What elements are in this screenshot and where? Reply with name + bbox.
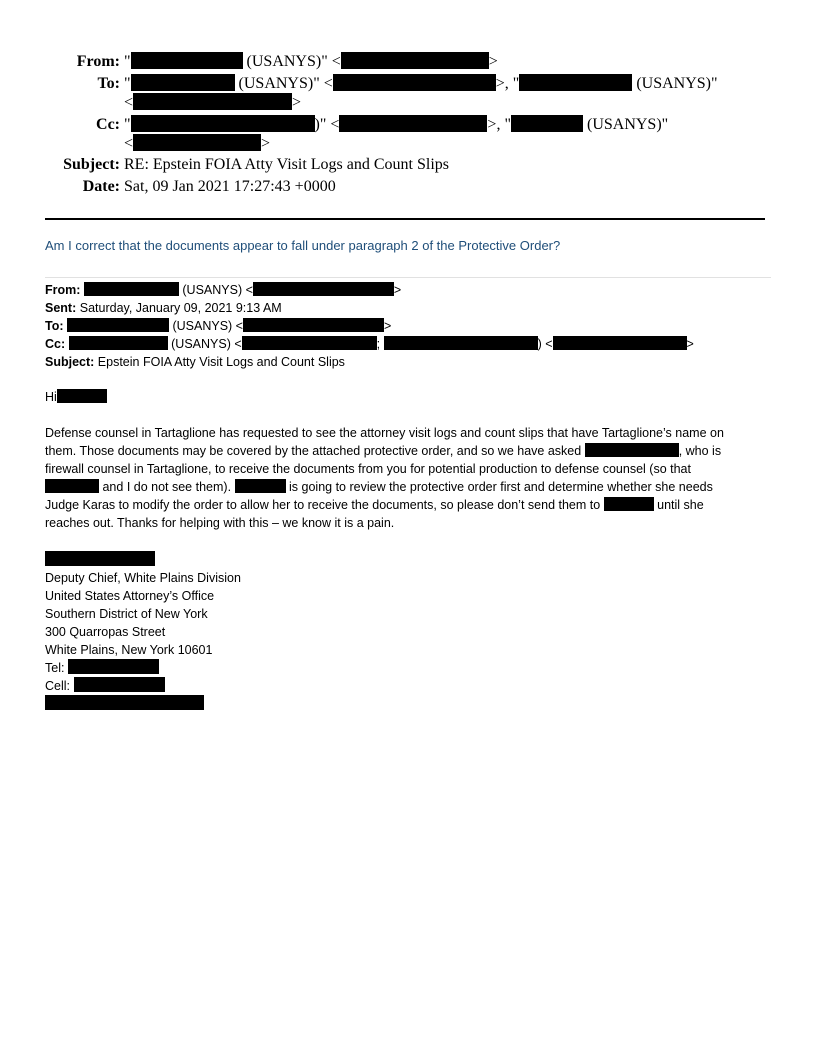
sig-street: 300 Quarropas Street	[45, 625, 166, 639]
redaction	[133, 134, 261, 151]
redaction	[339, 115, 487, 132]
redaction	[519, 74, 632, 91]
original-message-header	[45, 281, 694, 371]
sig-title: Deputy Chief, White Plains Division	[45, 571, 241, 585]
sig-city: White Plains, New York 10601	[45, 643, 213, 657]
redaction	[553, 336, 687, 350]
cc-value: " )" < >, " (USANYS)"	[124, 116, 669, 133]
greeting: Hi	[45, 388, 107, 406]
redaction	[341, 52, 489, 69]
signature-block	[45, 551, 241, 713]
to-value: " (USANYS)" < >, " (USANYS)"	[124, 75, 718, 92]
redaction	[45, 695, 204, 710]
email-page: From: " (USANYS)" < > To: " (USANYS)" < >, " (USANYS)" < > Cc: " )" < >, " (USANYS)" < > Subject: RE: Epstein FOIA Atty Visit Logs and Count Slips Date: Sat, 09 Jan 2021 17:27:43 +0000 Am I correct that the documents appear to fall under paragraph 2 of the Protective Order? From: (USANYS) < > Sent: Saturday, January 09, 2021 9:13 AM To: (USANYS) < > Cc: (USANYS) < ; ) < > Subject: Epstein FOIA Atty Visit Logs and Count Slips Hi Defense counsel in Tartaglione has requested to see the attorney visit logs and count slips that have Tartaglione’s name on them. Those documents may be covered by the attached protective order, and so we have asked , who is firewall counsel in Tartaglione, to receive the documents from you for potential production to defense counsel (so that and I do not see them). is going to review the protective order first and determine whether she needs Judge Karas to modify the order to allow her to receive the documents, so please don’t send them to until she reaches out. Thanks for helping with this – we know it is a pain. Deputy Chief, White Plains Division United States Attorney’s Office Southern District of New York 300 Quarropas Street White Plains, New York 10601 Tel: Cell:	[0, 0, 816, 1056]
redaction	[131, 52, 243, 69]
redaction	[511, 115, 583, 132]
sig-cell: Cell:	[45, 677, 241, 695]
orig-sent-row: Sent: Saturday, January 09, 2021 9:13 AM	[45, 301, 282, 315]
subject-value: RE: Epstein FOIA Atty Visit Logs and Count Slips	[124, 156, 449, 173]
to-label: To:	[97, 75, 120, 92]
date-value: Sat, 09 Jan 2021 17:27:43 +0000	[124, 178, 336, 195]
redaction	[57, 389, 107, 403]
redaction	[585, 443, 679, 457]
sig-district: Southern District of New York	[45, 607, 208, 621]
orig-subject-row: Subject: Epstein FOIA Atty Visit Logs and Count Slips	[45, 355, 345, 369]
redaction	[243, 318, 384, 332]
redaction	[604, 497, 654, 511]
from-value: " (USANYS)" < >	[124, 53, 498, 70]
cc-label: Cc:	[96, 116, 120, 133]
redaction	[333, 74, 496, 91]
sig-office: United States Attorney’s Office	[45, 589, 215, 603]
redaction	[69, 336, 168, 350]
redaction	[131, 115, 315, 132]
sig-tel: Tel:	[45, 659, 241, 677]
redaction	[242, 336, 377, 350]
reply-message: Am I correct that the documents appear to fall under paragraph 2 of the Protective Order?	[45, 238, 561, 253]
redaction	[45, 551, 155, 566]
redaction	[74, 677, 165, 692]
redaction	[235, 479, 286, 493]
subject-label: Subject:	[63, 156, 120, 173]
message-body: Defense counsel in Tartaglione has requested to see the attorney visit logs and count slips that have Tartaglione’s name on them. Those documents may be covered by the attached protective order, and so we have asked , who is firewall counsel in Tartaglione, to receive the documents from you for potential production to defense counsel (so that and I do not see them). is going to review the protective order first and determine whether she needs Judge Karas to modify the order to allow her to receive the documents, so please don’t send them to until she reaches out. Thanks for helping with this – we know it is a pain.	[45, 426, 724, 530]
redaction	[133, 93, 292, 110]
redaction	[131, 74, 235, 91]
orig-cc-row: Cc: (USANYS) < ; ) < >	[45, 337, 694, 351]
redaction	[68, 659, 159, 674]
orig-from-row: From: (USANYS) < >	[45, 283, 402, 297]
orig-to-row: To: (USANYS) < >	[45, 319, 392, 333]
redaction	[84, 282, 179, 296]
header-divider	[45, 218, 765, 220]
from-label: From:	[76, 53, 120, 70]
date-label: Date:	[82, 178, 120, 195]
redaction	[384, 336, 538, 350]
redaction	[45, 479, 99, 493]
quote-divider	[45, 277, 771, 278]
redaction	[253, 282, 394, 296]
redaction	[67, 318, 169, 332]
